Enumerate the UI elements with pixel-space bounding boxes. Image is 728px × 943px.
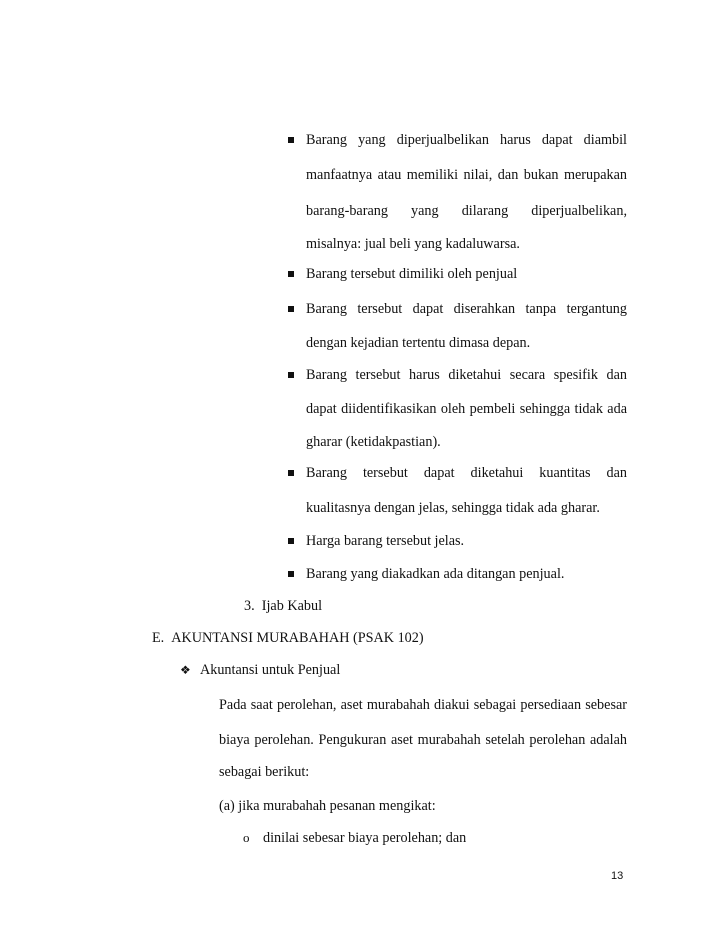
section-heading: E. AKUNTANSI MURABAHAH (PSAK 102) — [152, 630, 424, 646]
bullet-line: Barang tersebut dapat diketahui kuantitas dan — [306, 465, 627, 481]
bullet-line: gharar (ketidakpastian). — [306, 434, 441, 450]
paragraph-line: Pada saat perolehan, aset murabahah diakui sebagai persediaan sebesar — [219, 697, 627, 713]
bullet-line: misalnya: jual beli yang kadaluwarsa. — [306, 236, 520, 252]
bullet-line: Barang tersebut dapat diserahkan tanpa tergantung — [306, 301, 627, 317]
bullet-line: Barang tersebut harus diketahui secara spesifik dan — [306, 367, 627, 383]
bullet-line: Barang yang diperjualbelikan harus dapat diambil — [306, 132, 627, 148]
bullet-line: Barang yang diakadkan ada ditangan penjual. — [306, 566, 565, 582]
diamond-bullet-icon: ❖ — [180, 663, 191, 677]
square-bullet-icon — [288, 571, 294, 577]
square-bullet-icon — [288, 538, 294, 544]
paragraph-line: sebagai berikut: — [219, 764, 310, 780]
square-bullet-icon — [288, 306, 294, 312]
square-bullet-icon — [288, 137, 294, 143]
bullet-line: Harga barang tersebut jelas. — [306, 533, 465, 549]
square-bullet-icon — [288, 372, 294, 378]
circle-item: dinilai sebesar biaya perolehan; dan — [263, 830, 467, 846]
square-bullet-icon — [288, 470, 294, 476]
bullet-line: barang-barang yang dilarang diperjualbelikan, — [306, 203, 627, 219]
bullet-line: Barang tersebut dimiliki oleh penjual — [306, 266, 518, 282]
bullet-line: kualitasnya dengan jelas, sehingga tidak ada gharar. — [306, 500, 600, 516]
bullet-line: dengan kejadian tertentu dimasa depan. — [306, 335, 531, 351]
numbered-item: 3. Ijab Kabul — [244, 598, 323, 614]
sub-heading: Akuntansi untuk Penjual — [200, 662, 341, 678]
page-number: 13 — [611, 870, 624, 882]
circle-bullet-icon: o — [243, 830, 250, 845]
bullet-line: dapat diidentifikasikan oleh pembeli sehingga tidak ada — [306, 401, 627, 417]
bullet-line: manfaatnya atau memiliki nilai, dan bukan merupakan — [306, 167, 627, 183]
paragraph-line: biaya perolehan. Pengukuran aset murabahah setelah perolehan adalah — [219, 732, 627, 748]
square-bullet-icon — [288, 271, 294, 277]
point-a: (a) jika murabahah pesanan mengikat: — [219, 798, 436, 814]
